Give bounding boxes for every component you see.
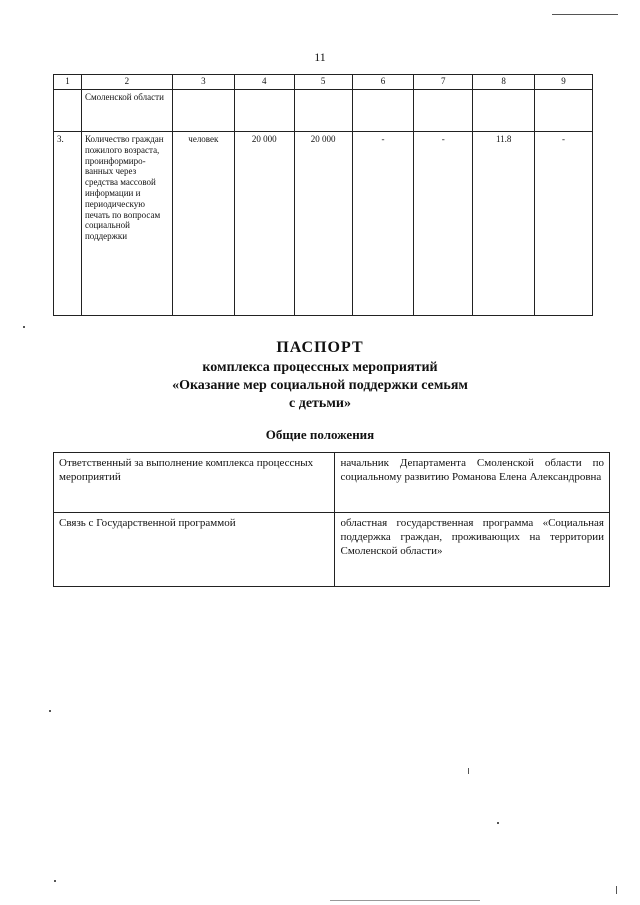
header-cell: 1 xyxy=(54,75,82,90)
page-number: 11 xyxy=(314,50,326,64)
value-cell: - xyxy=(414,132,473,316)
table-row xyxy=(54,132,593,316)
table-row xyxy=(54,453,610,513)
header-cell: 2 xyxy=(81,75,172,90)
scan-dot xyxy=(616,886,617,894)
header-cell: 9 xyxy=(535,75,593,90)
header-cell: 5 xyxy=(294,75,352,90)
table-header-row xyxy=(54,75,593,90)
scan-mark-bottom xyxy=(330,900,480,901)
value-cell: начальник Департамента Смоленской области по социальному развитию Романова Елена Александровна xyxy=(335,453,610,513)
scan-dot xyxy=(49,710,51,712)
header-cell: 7 xyxy=(414,75,473,90)
general-provisions-title: Общие положения xyxy=(265,427,375,442)
general-provisions-table xyxy=(53,452,610,587)
label-cell: Связь с Государственной программой xyxy=(54,513,335,587)
table-row xyxy=(54,513,610,587)
row-number-cell: 3. xyxy=(54,132,82,316)
table-row xyxy=(54,90,593,132)
value-cell: 20 000 xyxy=(294,132,352,316)
header-cell: 3 xyxy=(172,75,234,90)
value-cell: - xyxy=(535,132,593,316)
table-cell: Смоленской области xyxy=(81,90,172,132)
passport-heading xyxy=(0,339,640,413)
header-cell: 4 xyxy=(234,75,294,90)
value-cell: - xyxy=(352,132,414,316)
label-cell: Ответственный за выполнение комплекса процессных мероприятий xyxy=(54,453,335,513)
scan-dot xyxy=(23,326,25,328)
indicators-table xyxy=(53,74,593,316)
scan-dot xyxy=(468,768,469,774)
value-cell: 11.8 xyxy=(473,132,535,316)
passport-subtitle-line: «Оказание мер социальной поддержки семьям xyxy=(172,378,468,393)
scan-dot xyxy=(54,880,56,882)
value-cell: областная государственная программа «Социальная поддержка граждан, проживающих на территории Смоленской области» xyxy=(335,513,610,587)
unit-cell: человек xyxy=(172,132,234,316)
passport-title: ПАСПОРТ xyxy=(276,339,364,356)
indicator-cell: Количество граждан пожилого возраста, проинформиро-ванных через средства массовой информации и периодическую печать по вопросам социальной поддержки xyxy=(81,132,172,316)
passport-subtitle-line: комплекса процессных мероприятий xyxy=(202,360,438,375)
scan-dot xyxy=(497,822,499,824)
value-cell: 20 000 xyxy=(234,132,294,316)
passport-subtitle-line: с детьми» xyxy=(289,396,351,411)
scan-mark-top-right xyxy=(552,14,618,15)
header-cell: 6 xyxy=(352,75,414,90)
header-cell: 8 xyxy=(473,75,535,90)
